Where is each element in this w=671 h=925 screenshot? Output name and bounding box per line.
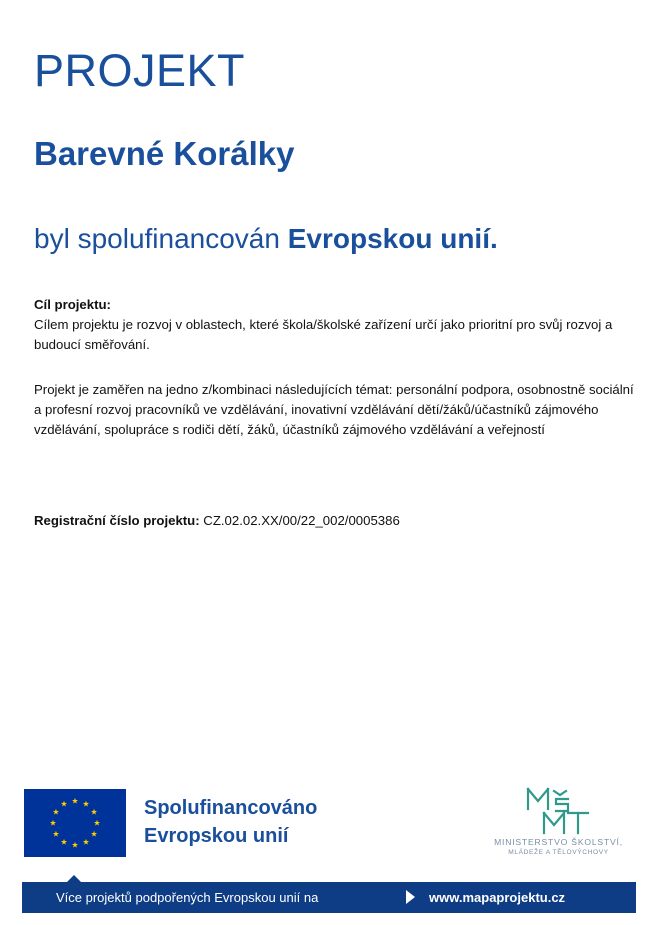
bottom-banner bbox=[22, 882, 636, 913]
mapaprojektu-link[interactable]: www.mapaprojektu.cz bbox=[429, 890, 566, 905]
goal-section bbox=[34, 295, 634, 355]
banner-notch bbox=[67, 875, 81, 882]
goal-text: Cílem projektu je rozvoj v oblastech, které škola/školské zařízení určí jako prioritní pro svůj rozvoj a budoucí směřování. bbox=[34, 317, 613, 352]
cofinanced-bold: Evropskou unií. bbox=[287, 223, 498, 254]
msmt-logo bbox=[486, 787, 631, 859]
msmt-line2: MLÁDEŽE A TĚLOVÝCHOVY bbox=[508, 849, 609, 856]
eu-flag-icon bbox=[24, 789, 126, 857]
eu-logo-line2: Evropskou unií bbox=[144, 825, 289, 847]
project-name: Barevné Korálky bbox=[34, 135, 295, 172]
eu-flag-svg bbox=[24, 789, 126, 857]
registration-label: Registrační číslo projektu: bbox=[34, 513, 200, 528]
registration-value: CZ.02.02.XX/00/22_002/0005386 bbox=[199, 513, 400, 528]
banner-text: Více projektů podpořených Evropskou unií na bbox=[56, 890, 319, 905]
eu-logo-text bbox=[144, 794, 317, 850]
heading: PROJEKT bbox=[34, 45, 246, 96]
topics-section bbox=[34, 380, 634, 440]
cofinanced-prefix: byl spolufinancován bbox=[34, 223, 288, 254]
topics-text: Projekt je zaměřen na jedno z/kombinaci následujících témat: personální podpora, osobnostně sociální a profesní rozvoj pracovníků ve vzdělávání, inovativní vzdělávání dětí/žáků/účastníků zájmového vzdělávání, spolupráce s rodiči dětí, žáků, účastníků zájmového vzdělávání a veřejností bbox=[34, 382, 634, 437]
goal-label: Cíl projektu: bbox=[34, 297, 111, 312]
msmt-line1: MINISTERSTVO ŠKOLSTVÍ, bbox=[494, 837, 623, 847]
msmt-logo-icon bbox=[524, 787, 594, 835]
eu-logo-line1: Spolufinancováno bbox=[144, 797, 318, 819]
cofinanced-line bbox=[34, 222, 498, 256]
registration-section bbox=[34, 511, 634, 531]
play-arrow-icon bbox=[406, 890, 415, 904]
